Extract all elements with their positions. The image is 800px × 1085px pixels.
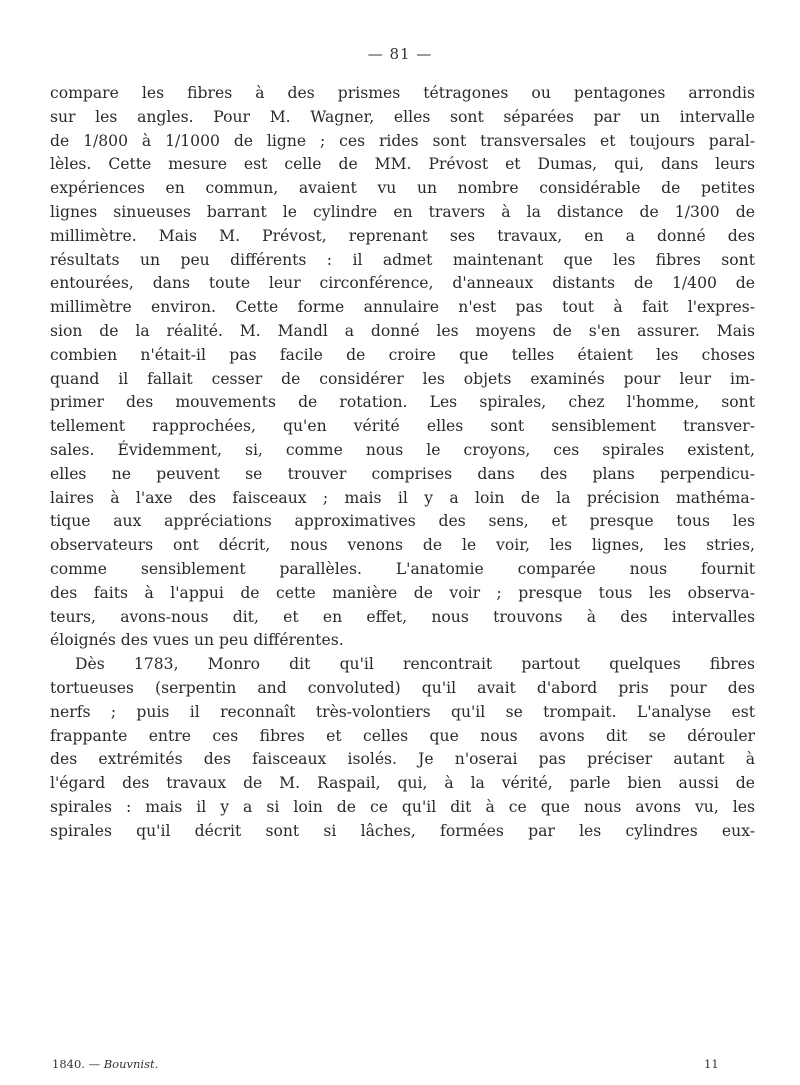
text-line: entourées, dans toute leur circonférence, d'anneaux distants de 1/400 de	[50, 274, 755, 293]
text-line: tique aux appréciations approximatives des sens, et presque tous les	[50, 512, 755, 531]
text-line: résultats un peu différents : il admet maintenant que les fibres sont	[50, 250, 755, 269]
signature-name: Bouvnist.	[103, 1057, 159, 1071]
text-line: lignes sinueuses barrant le cylindre en travers à la distance de 1/300 de	[50, 202, 755, 221]
text-line: spirales qu'il décrit sont si lâches, formées par les cylindres eux-	[50, 821, 755, 840]
text-line: expériences en commun, avaient vu un nombre considérable de petites	[50, 179, 755, 198]
text-line: des faits à l'appui de cette manière de voir ; presque tous les observa-	[50, 583, 755, 602]
text-line: quand il fallait cesser de considérer les objets examinés pour leur im-	[50, 369, 755, 388]
text-line: comme sensiblement parallèles. L'anatomie comparée nous fournit	[50, 559, 755, 578]
text-line: millimètre environ. Cette forme annulaire n'est pas tout à fait l'expres-	[50, 298, 755, 317]
text-line: elles ne peuvent se trouver comprises dans des plans perpendicu-	[50, 464, 755, 483]
text-line: primer des mouvements de rotation. Les spirales, chez l'homme, sont	[50, 393, 755, 412]
text-line: spirales : mais il y a si loin de ce qu'il dit à ce que nous avons vu, les	[50, 797, 755, 816]
text-line: teurs, avons-nous dit, et en effet, nous trouvons à des intervalles	[50, 607, 755, 626]
text-line: sur les angles. Pour M. Wagner, elles sont séparées par un intervalle	[50, 107, 755, 126]
text-line: tellement rapprochées, qu'en vérité elles sont sensiblement transver-	[50, 417, 755, 436]
text-line: éloignés des vues un peu différentes.	[50, 631, 344, 650]
text-line: nerfs ; puis il reconnaît très-volontiers qu'il se trompait. L'analyse est	[50, 702, 755, 721]
signature-mark	[52, 1057, 158, 1071]
text-line: Dès 1783, Monro dit qu'il rencontrait partout quelques fibres	[75, 655, 755, 674]
page-number: — 81 —	[367, 45, 433, 63]
text-line: sion de la réalité. M. Mandl a donné les moyens de s'en assurer. Mais	[50, 321, 755, 340]
text-line: sales. Évidemment, si, comme nous le croyons, ces spirales existent,	[50, 440, 755, 459]
text-line: combien n'était-il pas facile de croire que telles étaient les choses	[50, 345, 755, 364]
text-line: compare les fibres à des prismes tétragones ou pentagones arrondis	[50, 84, 755, 102]
text-line: des extrémités des faisceaux isolés. Je n'oserai pas préciser autant à	[50, 750, 755, 769]
text-line: millimètre. Mais M. Prévost, reprenant ses travaux, en a donné des	[50, 226, 755, 245]
signature-year: 1840. —	[52, 1057, 101, 1071]
signature-sheet-number: 11	[704, 1057, 719, 1071]
text-line: de 1/800 à 1/1000 de ligne ; ces rides sont transversales et toujours paral-	[50, 131, 755, 150]
text-line: l'égard des travaux de M. Raspail, qui, à la vérité, parle bien aussi de	[50, 774, 755, 793]
text-line: laires à l'axe des faisceaux ; mais il y a loin de la précision mathéma-	[50, 488, 755, 507]
text-line: lèles. Cette mesure est celle de MM. Prévost et Dumas, qui, dans leurs	[50, 155, 755, 174]
text-line: frappante entre ces fibres et celles que nous avons dit se dérouler	[50, 726, 755, 745]
text-line: observateurs ont décrit, nous venons de le voir, les lignes, les stries,	[50, 536, 755, 555]
text-line: tortueuses (serpentin and convoluted) qu'il avait d'abord pris pour des	[50, 678, 755, 697]
body-text	[50, 82, 755, 844]
